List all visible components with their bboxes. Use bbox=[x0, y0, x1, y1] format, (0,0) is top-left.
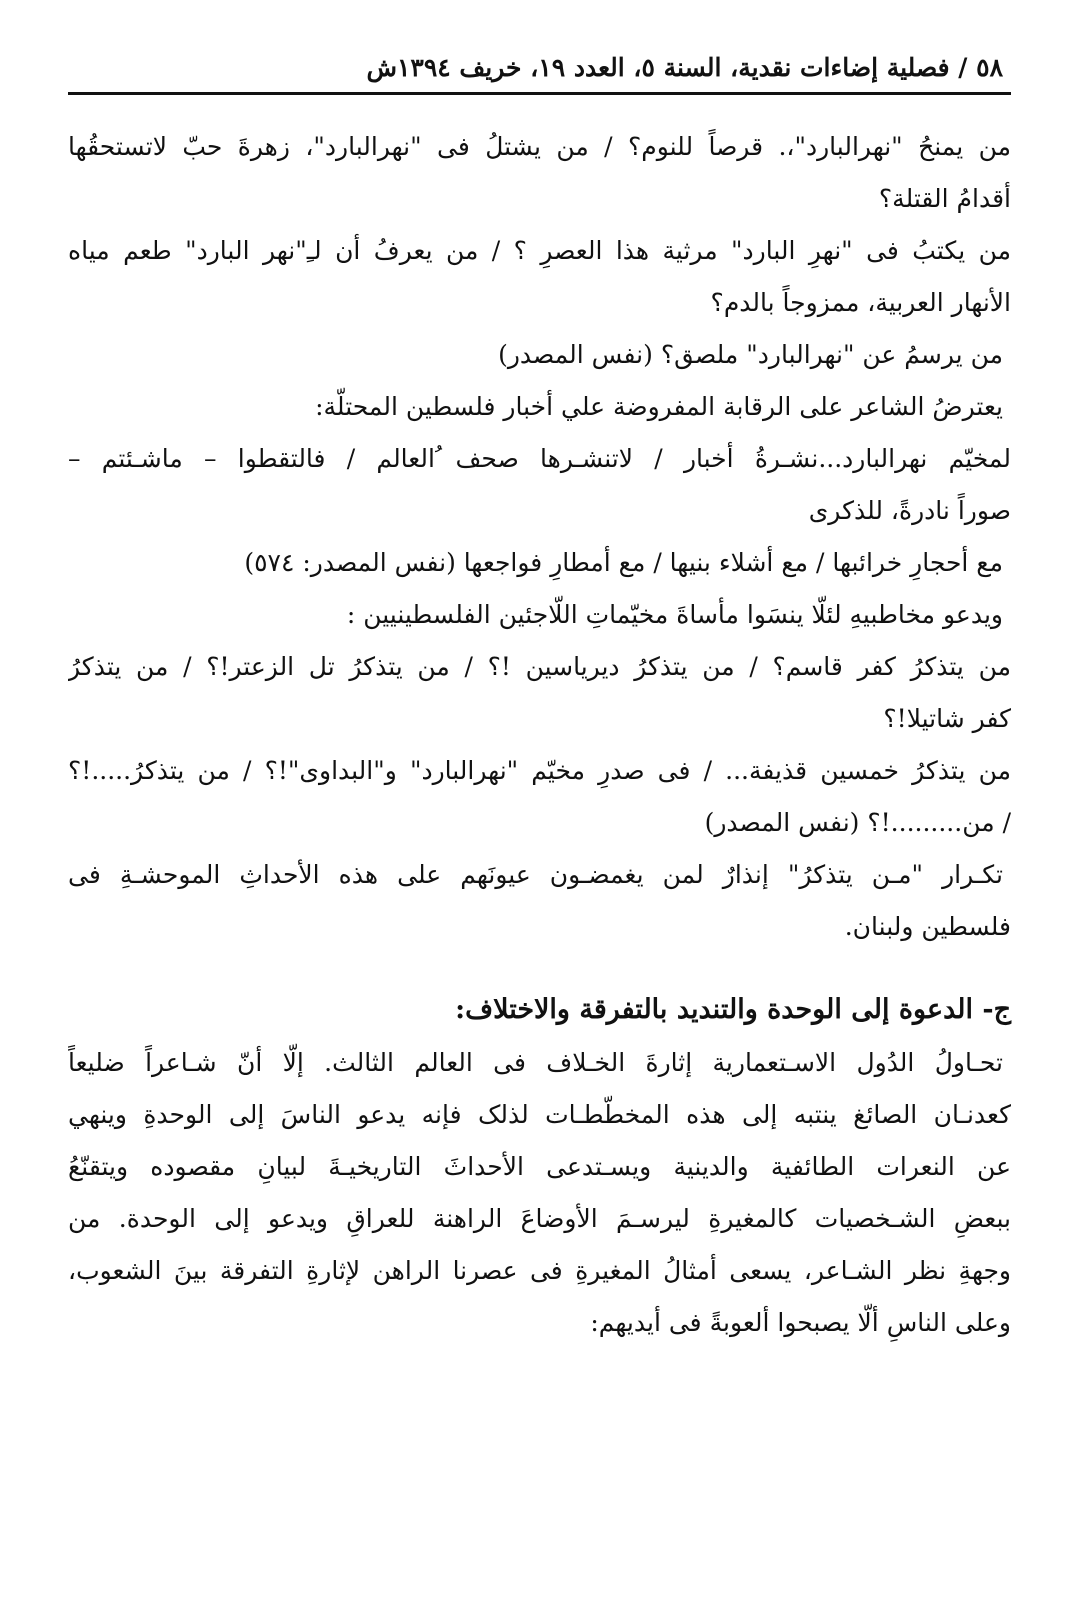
text-line: ببعضِ الشـخصيات كالمغيرةِ ليرسـمَ الأوضاعَ الراهنة للعراقِ ويدعو إلى الوحدة. من bbox=[68, 1204, 1011, 1233]
text-line: مع أحجارِ خرائبها / مع أشلاء بنيها / مع أمطارِ فواجعها (نفس المصدر: ٥٧٤) bbox=[244, 548, 1003, 577]
text-line: ويدعو مخاطبيهِ لئلّا ينسَوا مأساةَ مخيّماتِ اللّاجئين الفلسطينيين : bbox=[346, 600, 1003, 629]
text-line: من يتذكرُ كفر قاسم؟ / من يتذكرُ ديرياسين !؟ / من يتذكرُ تل الزعتر!؟ / من يتذكرُ bbox=[68, 652, 1011, 681]
text-line: من يرسمُ عن "نهرالبارد" ملصق؟ (نفس المصدر) bbox=[498, 340, 1003, 369]
text-line: لمخيّم نهرالبارد...نشـرةُ أخبار / لاتنشـرها صحف ُالعالم / فالتقطوا – ماشـئتم – bbox=[68, 444, 1011, 473]
text-line: صوراً نادرةً، للذكرى bbox=[808, 496, 1011, 525]
section-body bbox=[68, 1037, 1011, 1349]
text-line: / من.........!؟ (نفس المصدر) bbox=[704, 808, 1011, 837]
text-line: يعترضُ الشاعر على الرقابة المفروضة علي أخبار فلسطين المحتلّة: bbox=[315, 392, 1003, 421]
text-line: تحـاولُ الدُول الاسـتعمارية إثارةَ الخـلاف فى العالم الثالث. إلّا أنّ شـاعراً ضليعاً bbox=[68, 1048, 1003, 1077]
text-line: تكـرار "مـن يتذكرُ" إنذارٌ لمن يغمضـون عيونَهم على هذه الأحداثِ الموحشـةِ فى bbox=[68, 860, 1003, 889]
text-line: من يكتبُ فى "نهرِ البارد" مرثية هذا العصرِ ؟ / من يعرفُ أن لـِ"نهر البارد" طعم مياه bbox=[68, 236, 1011, 265]
text-line: عن النعرات الطائفية والدينية ويسـتدعى الأحداثَ التاريخيـةَ لبيانِ مقصوده ويتقنّعُ bbox=[68, 1152, 1011, 1181]
poem-excerpt-block bbox=[68, 121, 1011, 953]
text-line: كعدنـان الصائغ ينتبه إلى هذه المخطّطـات لذلک فإنه يدعو الناسَ إلى الوحدةِ وينهي bbox=[68, 1100, 1011, 1129]
header-rule bbox=[68, 92, 1011, 95]
text-line: الأنهار العربية، ممزوجاً بالدم؟ bbox=[710, 288, 1011, 317]
text-line: وعلى الناسِ ألّا يصبحوا ألعوبةً فى أيديهم: bbox=[590, 1308, 1011, 1337]
running-head: ٥٨ / فصلية إضاءات نقدية، السنة ٥، العدد ١٩، خريف ١٣٩٤ش bbox=[366, 53, 1003, 82]
section-gap bbox=[68, 953, 1011, 983]
section-heading: ج- الدعوة إلى الوحدة والتنديد بالتفرقة والاختلاف: bbox=[455, 994, 1011, 1025]
text-line: أقدامُ القتلة؟ bbox=[878, 184, 1011, 213]
text-line: من يمنحُ "نهرالبارد"،. قرصاً للنوم؟ / من يشتلُ فى "نهرالبارد"، زهرةَ حبّ لاتستحقُها bbox=[68, 132, 1011, 161]
text-line: فلسطين ولبنان. bbox=[844, 912, 1011, 941]
text-line: وجهةِ نظر الشـاعر، يسعى أمثالُ المغيرةِ فى عصرنا الراهن لإثارةِ التفرقة بينَ الشعوب، bbox=[68, 1256, 1011, 1285]
text-line: كفر شاتيلا!؟ bbox=[883, 704, 1011, 733]
text-line: من يتذكرُ خمسين قذيفة... / فى صدرِ مخيّم "نهرالبارد" و"البداوى"!؟ / من يتذكرُ.....!؟ bbox=[68, 756, 1011, 785]
